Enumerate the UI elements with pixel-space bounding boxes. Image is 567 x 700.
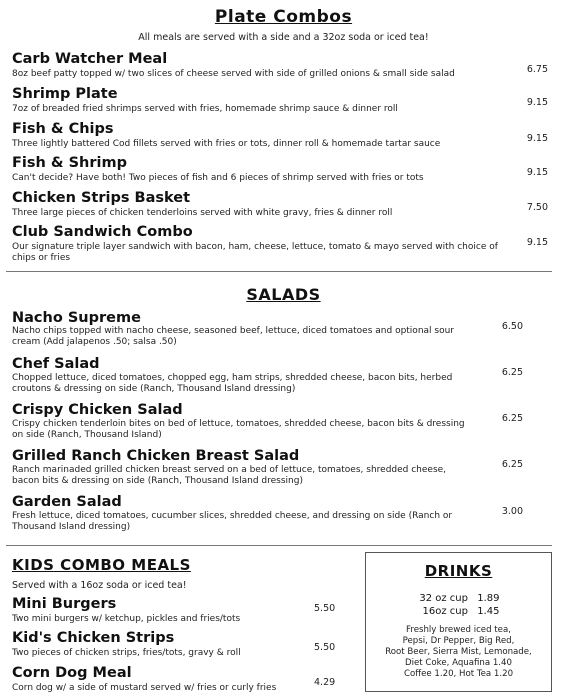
plate-combos-subtitle: All meals are served with a side and a 32oz soda or iced tea! (138, 32, 429, 43)
cup-price: 1.45 (477, 606, 500, 617)
drinks-box (365, 552, 552, 692)
item-price: 9.15 (526, 167, 548, 178)
item-name: Carb Watcher Meal (12, 51, 168, 67)
drinks-line: Diet Coke, Aquafina 1.40 (405, 658, 512, 668)
item-description: 8oz beef patty topped w/ two slices of cheese served with side of grilled onions & small side salad (12, 69, 455, 79)
item-price: 6.25 (501, 413, 523, 424)
salads-title: SALADS (246, 285, 321, 304)
item-description: Three large pieces of chicken tenderloins served with white gravy, fries & dinner roll (12, 208, 393, 218)
item-name: Chef Salad (12, 356, 100, 372)
item-description: Two pieces of chicken strips, fries/tots, gravy & roll (12, 648, 241, 658)
drinks-line: Pepsi, Dr Pepper, Big Red, (402, 636, 515, 646)
cup-size: 32 oz cup (419, 593, 468, 604)
item-price: 9.15 (526, 133, 548, 144)
plate-combos-title: Plate Combos (214, 7, 353, 27)
item-price: 9.15 (526, 237, 548, 248)
section-divider (6, 545, 552, 546)
kids-combo-title: KIDS COMBO MEALS (12, 556, 191, 574)
drink-cup-row (388, 606, 508, 617)
kids-combo-subtitle: Served with a 16oz soda or iced tea! (12, 580, 187, 591)
item-description: Our signature triple layer sandwich with bacon, ham, cheese, lettuce, tomato & mayo served with choice of chips or fries (12, 242, 498, 263)
item-price: 3.00 (501, 506, 523, 517)
item-name: Nacho Supreme (12, 310, 141, 326)
item-name: Shrimp Plate (12, 86, 118, 102)
item-description: Crispy chicken tenderloin bites on bed of lettuce, tomatoes, shredded cheese, bacon bits & dressing on side (Ranch, Thousand Island) (12, 419, 465, 440)
item-price: 6.50 (501, 321, 523, 332)
drinks-title: DRINKS (424, 562, 493, 580)
item-description: Two mini burgers w/ ketchup, pickles and fries/tots (12, 614, 241, 624)
item-description: Ranch marinaded grilled chicken breast served on a bed of lettuce, tomatoes, shredded cheese, bacon bits & dressing on side (Ranch, Thousand Island dressing) (12, 465, 447, 486)
item-price: 6.25 (501, 459, 523, 470)
item-price: 4.29 (314, 677, 336, 688)
drink-cup-row (388, 593, 508, 604)
item-name: Club Sandwich Combo (12, 224, 193, 240)
drinks-line: Coffee 1.20, Hot Tea 1.20 (403, 669, 514, 679)
item-description: 7oz of breaded fried shrimps served with fries, homemade shrimp sauce & dinner roll (12, 104, 398, 114)
item-name: Corn Dog Meal (12, 665, 132, 681)
drinks-list (366, 625, 551, 680)
item-price: 6.25 (501, 367, 523, 378)
item-price: 5.50 (314, 603, 336, 614)
drinks-line: Root Beer, Sierra Mist, Lemonade, (385, 647, 532, 657)
item-description: Can't decide? Have both! Two pieces of fish and 6 pieces of shrimp served with fries or tots (12, 173, 424, 183)
item-price: 7.50 (526, 202, 548, 213)
drinks-line: Freshly brewed iced tea, (406, 625, 511, 635)
item-name: Grilled Ranch Chicken Breast Salad (12, 448, 300, 464)
item-name: Garden Salad (12, 494, 122, 510)
item-name: Mini Burgers (12, 596, 117, 612)
item-name: Chicken Strips Basket (12, 190, 191, 206)
cup-size: 16oz cup (422, 606, 468, 617)
item-name: Crispy Chicken Salad (12, 402, 183, 418)
item-name: Fish & Chips (12, 121, 114, 137)
item-description: Chopped lettuce, diced tomatoes, chopped egg, ham strips, shredded cheese, bacon bits, herbed croutons & dressing on side (Ranch, Thousand Island dressing) (12, 373, 453, 394)
item-description: Three lightly battered Cod fillets served with fries or tots, dinner roll & homemade tartar sauce (12, 139, 441, 149)
item-price: 9.15 (526, 97, 548, 108)
item-description: Fresh lettuce, diced tomatoes, cucumber slices, shredded cheese, and dressing on side (Ranch or Thousand Island dressing) (12, 511, 453, 532)
item-description: Corn dog w/ a side of mustard served w/ fries or curly fries (12, 683, 277, 693)
item-name: Fish & Shrimp (12, 155, 127, 171)
item-price: 6.75 (526, 64, 548, 75)
item-price: 5.50 (314, 642, 336, 653)
section-divider (6, 271, 552, 272)
item-name: Kid's Chicken Strips (12, 630, 175, 646)
cup-price: 1.89 (477, 593, 500, 604)
item-description: Nacho chips topped with nacho cheese, seasoned beef, lettuce, diced tomatoes and optional sour cream (Add jalapenos .50; salsa .50) (12, 326, 454, 347)
